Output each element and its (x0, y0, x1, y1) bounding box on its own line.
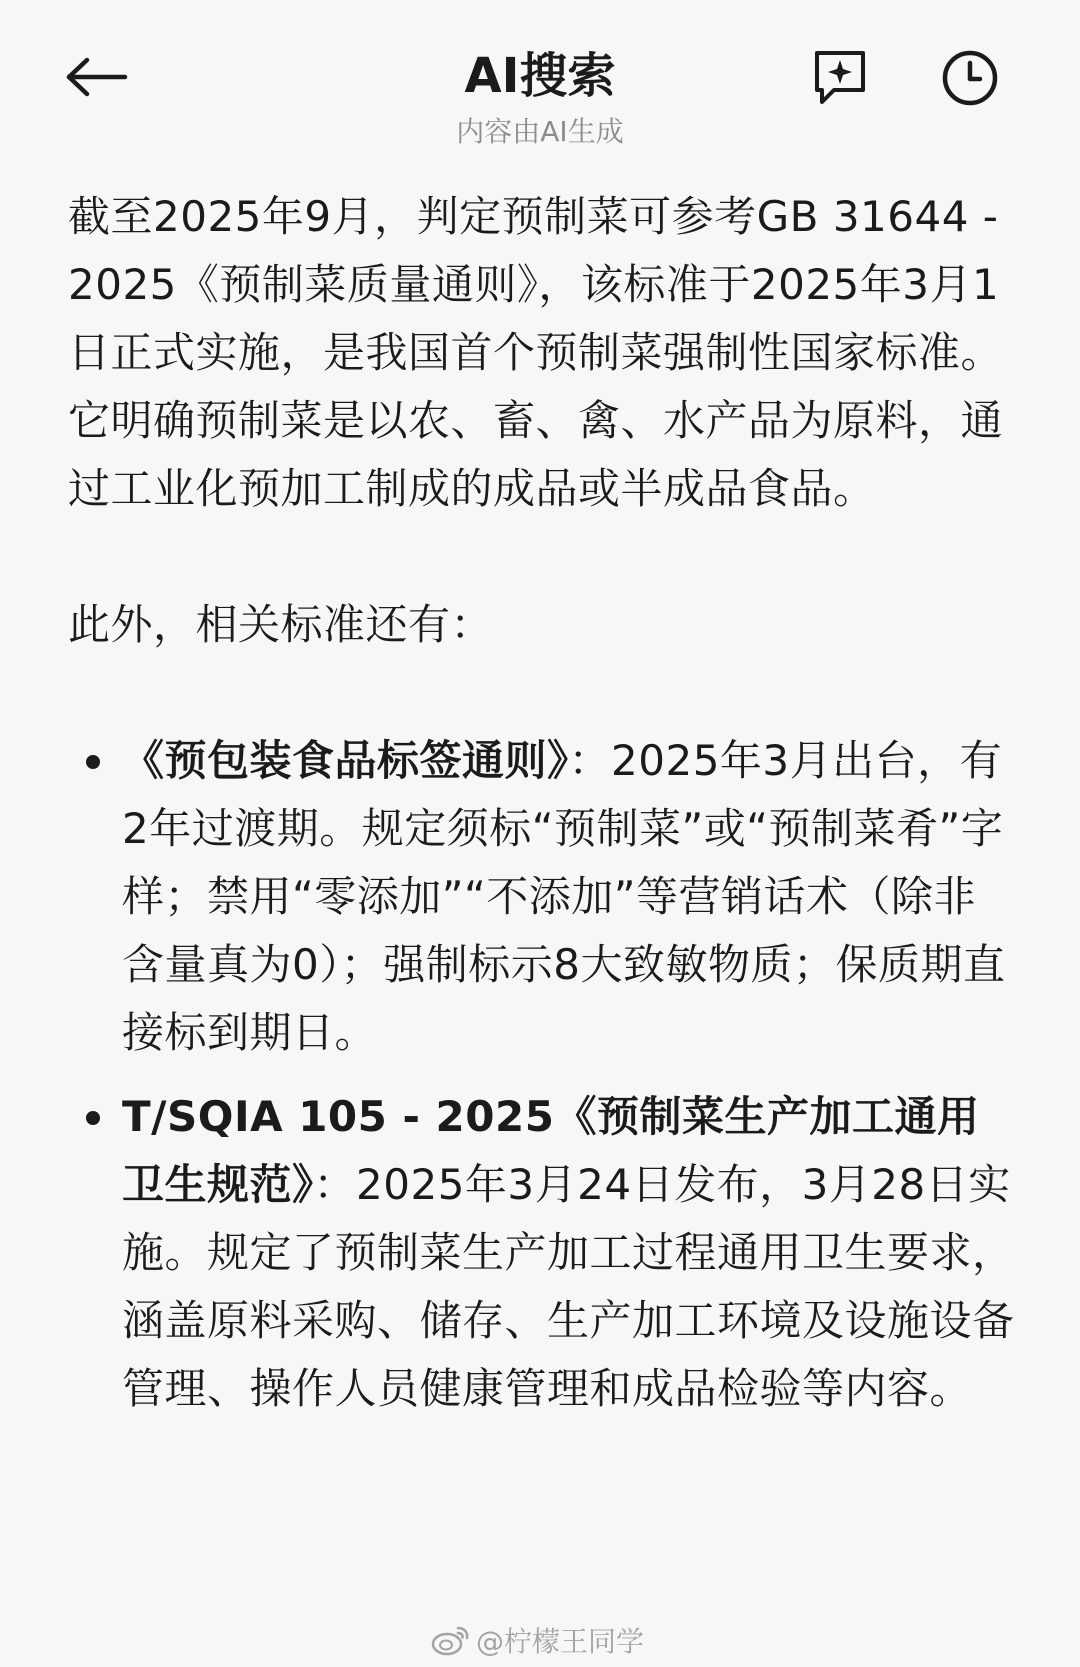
back-button[interactable] (60, 40, 134, 114)
clock-icon (940, 48, 1000, 108)
arrow-left-icon (65, 57, 129, 97)
list-item (68, 727, 1018, 1067)
title-separator: ： (568, 736, 612, 785)
bullet-dot (86, 755, 100, 769)
answer-paragraph-1: 截至2025年9月，判定预制菜可参考GB 31644 - 2025《预制菜质量通则》，该标准于2025年3月1日正式实施，是我国首个预制菜强制性国家标准。它明确预制菜是以农、畜、禽、水产品为原料，通过工业化预加工制成的成品或半成品食品。 (68, 192, 1004, 513)
chat-sparkle-icon (812, 48, 868, 108)
title-separator: ： (313, 1160, 357, 1209)
top-bar (0, 0, 1080, 160)
page-title: AI搜索 (464, 48, 616, 104)
watermark-text: @柠檬王同学 (476, 1625, 645, 1658)
history-button[interactable] (930, 38, 1010, 118)
weibo-logo-icon (430, 1624, 470, 1656)
bullet-dot (86, 1111, 100, 1125)
new-chat-button[interactable] (800, 38, 880, 118)
related-standards-list (68, 727, 1018, 1423)
list-item (68, 1083, 1018, 1423)
weibo-watermark (430, 1620, 644, 1660)
standard-description: 2025年3月24日发布，3月28日实施。规定了预制菜生产加工过程通用卫生要求，涵盖原料采购、储存、生产加工环境及设施设备管理、操作人员健康管理和成品检验等内容。 (122, 1160, 1015, 1413)
standard-title: 《预包装食品标签通则》 (122, 736, 569, 785)
answer-paragraph-2: 此外，相关标准还有： (68, 600, 494, 649)
page-subtitle: 内容由AI生成 (456, 115, 624, 148)
standard-description: 2025年3月出台，有2年过渡期。规定须标“预制菜”或“预制菜肴”字样；禁用“零添加”“不添加”等营销话术（除非含量真为0）；强制标示8大致敏物质；保质期直接标到期日。 (122, 736, 1006, 1057)
standard-title: T/SQIA 105 - 2025《预制菜生产加工通用卫生规范》 (122, 1092, 980, 1209)
answer-content (68, 183, 1018, 1439)
title-block (340, 44, 740, 152)
